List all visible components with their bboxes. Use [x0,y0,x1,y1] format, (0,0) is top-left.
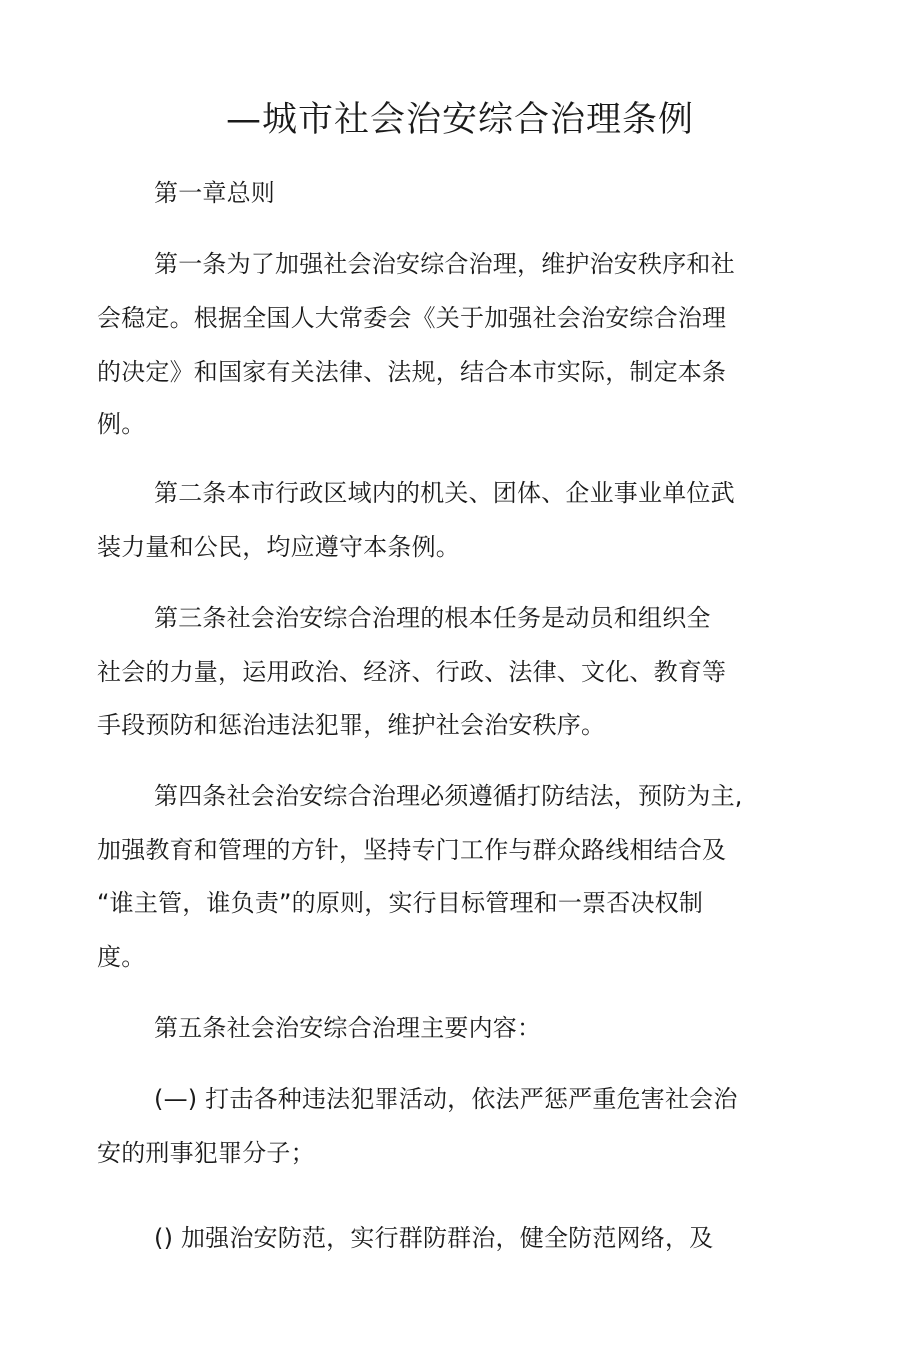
chapter-heading: 第一章总则 [154,179,275,207]
article-3-line-2: 社会的力量，运用政治、经济、行政、法律、文化、教育等 [97,658,727,686]
article-3-line-1: 第三条社会治安综合治理的根本任务是动员和组织全 [154,604,711,632]
item-2-line-1: () 加强治安防范，实行群防群治，健全防范网络，及 [154,1224,714,1252]
item-1-line-2: 安的刑事犯罪分子； [97,1139,315,1167]
article-1-line-2: 会稳定。根据全国人大常委会《关于加强社会治安综合治理 [97,304,727,332]
document-title: —城市社会治安综合治理条例 [225,100,694,140]
item-1-line-1: (—) 打击各种违法犯罪活动，依法严惩严重危害社会治 [154,1085,738,1113]
article-1-line-3: 的决定》和国家有关法律、法规，结合本市实际，制定本条 [97,358,727,386]
article-3-line-3: 手段预防和惩治违法犯罪，维护社会治安秩序。 [97,711,606,739]
article-4-line-1: 第四条社会治安综合治理必须遵循打防结法，预防为主, [154,782,743,810]
article-5-line-1: 第五条社会治安综合治理主要内容： [154,1014,542,1042]
article-4-line-2: 加强教育和管理的方针，坚持专门工作与群众路线相结合及 [97,836,727,864]
article-1-line-1: 第一条为了加强社会治安综合治理，维护治安秩序和社 [154,250,735,278]
article-2-line-1: 第二条本市行政区域内的机关、团体、企业事业单位武 [154,479,735,507]
article-4-line-4: 度。 [97,943,146,971]
article-4-line-3: “谁主管，谁负责”的原则，实行目标管理和一票否决权制 [97,889,704,917]
article-2-line-2: 装力量和公民，均应遵守本条例。 [97,533,460,561]
article-1-line-4: 例。 [97,410,146,438]
